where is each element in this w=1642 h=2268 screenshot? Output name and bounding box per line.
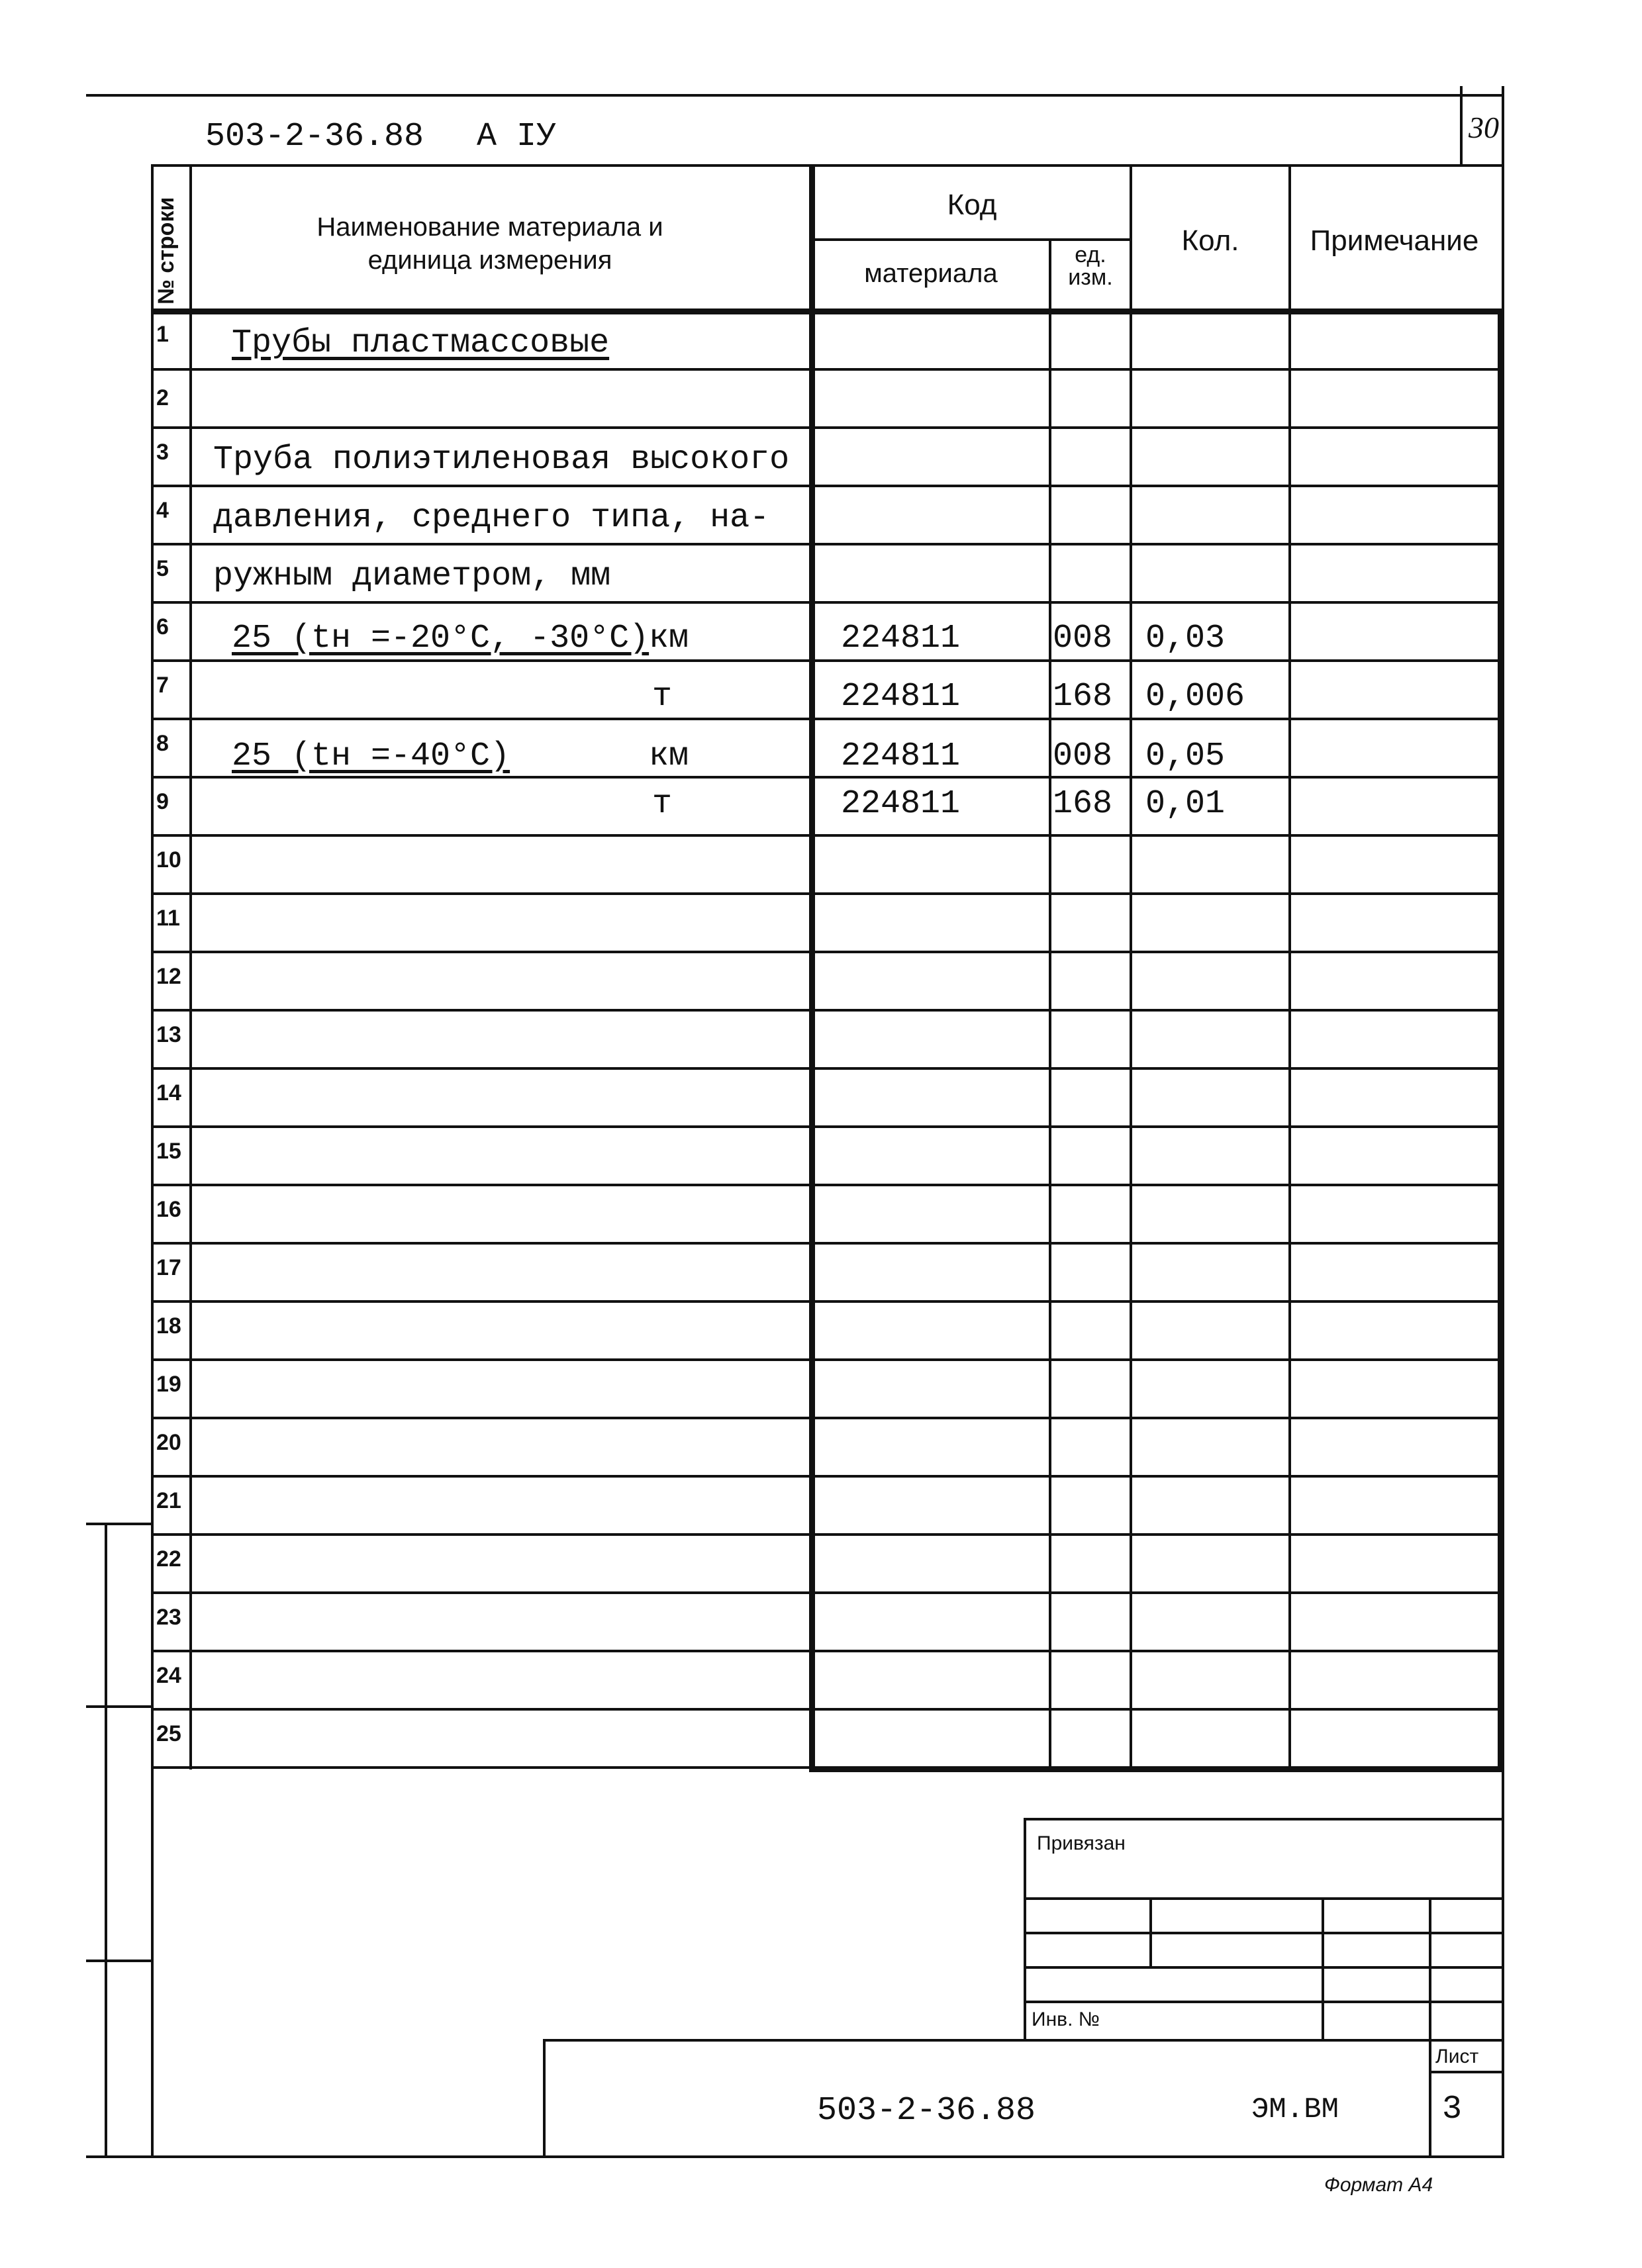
col-divider-qty (1288, 164, 1291, 1770)
material-code: 224811 (841, 785, 961, 823)
material-code: 224811 (841, 620, 961, 657)
row-number: 9 (156, 789, 169, 814)
item-unit-name: т (652, 678, 673, 716)
quantity: 0,03 (1145, 620, 1226, 657)
col-divider-material (1049, 238, 1051, 1770)
unit-code: 008 (1053, 620, 1113, 657)
unit-header: ед. изм. (1068, 242, 1113, 290)
row-number: 2 (156, 385, 169, 410)
row-number: 10 (156, 847, 181, 873)
stamp-main-line (543, 2039, 1502, 2042)
row-number: 12 (156, 964, 181, 989)
item-name: Труба полиэтиленовая высокого (213, 441, 790, 479)
row-number: 4 (156, 498, 169, 523)
item-name: давления, среднего типа, на- (213, 499, 770, 537)
row-number: 8 (156, 731, 169, 756)
row-line (151, 543, 1502, 545)
item-unit-name: км (649, 737, 689, 775)
stamp-line (1149, 1897, 1152, 1967)
row-number: 13 (156, 1022, 181, 1047)
unit-code: 168 (1053, 785, 1113, 823)
material-code: 224811 (841, 678, 961, 716)
row-line (151, 834, 1502, 837)
row-line (151, 1009, 1502, 1012)
quantity: 0,01 (1145, 785, 1226, 823)
row-number: 5 (156, 556, 169, 581)
unit-code: 008 (1053, 737, 1113, 775)
unit-code: 168 (1053, 678, 1113, 716)
row-line (151, 1417, 1502, 1419)
page-number-box-left (1460, 86, 1463, 164)
row-line (151, 1184, 1502, 1186)
row-number: 15 (156, 1139, 181, 1164)
row-number: 17 (156, 1255, 181, 1280)
sheet-label: Лист (1435, 2046, 1479, 2067)
row-line (151, 1067, 1502, 1070)
material-code: 224811 (841, 737, 961, 775)
bound-label: Привязан (1037, 1832, 1126, 1854)
inventory-label: Инв. № (1032, 2008, 1100, 2030)
row-number: 19 (156, 1372, 181, 1397)
row-line (151, 426, 1502, 429)
row-number: 7 (156, 673, 169, 698)
item-name: ружным диаметром, мм (213, 557, 611, 595)
item-unit-name: км (649, 620, 689, 657)
row-line (151, 368, 1502, 371)
col-divider-num (189, 164, 192, 1770)
qty-header: Кол. (1181, 224, 1239, 257)
row-number: 22 (156, 1546, 181, 1572)
kod-header: Код (947, 189, 997, 221)
table-bottom-line (809, 1766, 1503, 1772)
row-line (151, 1533, 1502, 1536)
left-frame-line (151, 165, 154, 2158)
row-number: 20 (156, 1430, 181, 1455)
row-number: 25 (156, 1721, 181, 1746)
row-line (151, 659, 1502, 662)
row-number: 21 (156, 1488, 181, 1513)
row-line (151, 601, 1502, 604)
quantity: 0,05 (1145, 737, 1226, 775)
kod-subheader-line (813, 238, 1131, 241)
row-line (151, 1242, 1502, 1245)
row-line (151, 1591, 1502, 1594)
table-header-bottom (151, 308, 1504, 314)
row-line (151, 1300, 1502, 1303)
row-number: 18 (156, 1313, 181, 1339)
stamp-line (1024, 1818, 1026, 2040)
row-line (151, 1475, 1502, 1478)
row-number: 11 (156, 906, 180, 931)
table-bottom-line-left (151, 1766, 809, 1769)
item-name: 25 (tн =-40°С) (232, 737, 510, 775)
row-number: 16 (156, 1197, 181, 1222)
name-header: Наименование материала и единица измерения (316, 213, 663, 275)
row-number: 6 (156, 614, 169, 639)
section-title: Трубы пластмассовые (232, 324, 610, 362)
top-border-line (86, 94, 1503, 97)
item-name: 25 (tн =-20°С, -30°С) (232, 620, 650, 657)
binding-stub-line (86, 1705, 152, 1708)
stamp-line (1024, 1818, 1502, 1820)
item-unit-name: т (652, 785, 673, 823)
row-number-header: № строки (154, 197, 179, 305)
row-line (151, 776, 1502, 779)
document-mark: ЭМ.ВМ (1251, 2093, 1339, 2126)
stamp-line (1429, 1897, 1431, 2155)
row-line (151, 485, 1502, 487)
row-line (151, 1358, 1502, 1361)
binding-stub-line (86, 1960, 152, 1962)
bottom-frame-line (86, 2155, 1503, 2158)
binding-stub-line (86, 1523, 152, 1525)
row-line (151, 1708, 1502, 1711)
row-line (151, 1650, 1502, 1652)
col-divider-name (809, 164, 815, 1770)
format-label: Формат А4 (1324, 2174, 1433, 2196)
note-header: Примечание (1310, 224, 1479, 257)
table-header-top (151, 164, 1504, 167)
row-number: 24 (156, 1663, 181, 1688)
row-number: 3 (156, 440, 169, 465)
page-number: 30 (1469, 111, 1499, 144)
stamp-main-line (543, 2039, 546, 2157)
row-line (151, 1125, 1502, 1128)
sheet-number: 3 (1442, 2091, 1463, 2128)
document-code: 503-2-36.88 (817, 2092, 1036, 2130)
row-line (151, 718, 1502, 720)
stamp-line (1429, 2071, 1502, 2073)
row-line (151, 951, 1502, 953)
top-document-code: 503-2-36.88 (205, 118, 424, 156)
album-number: А IУ (477, 118, 557, 156)
row-number: 14 (156, 1080, 181, 1106)
col-divider-right (1498, 308, 1504, 1770)
quantity: 0,006 (1145, 678, 1245, 716)
col-divider-unit (1130, 164, 1132, 1770)
row-number: 1 (156, 322, 169, 347)
row-line (151, 892, 1502, 895)
material-header: материала (864, 259, 998, 288)
stamp-line (1322, 1897, 1324, 2040)
binding-stub-line (105, 1523, 107, 2158)
row-number: 23 (156, 1605, 181, 1630)
